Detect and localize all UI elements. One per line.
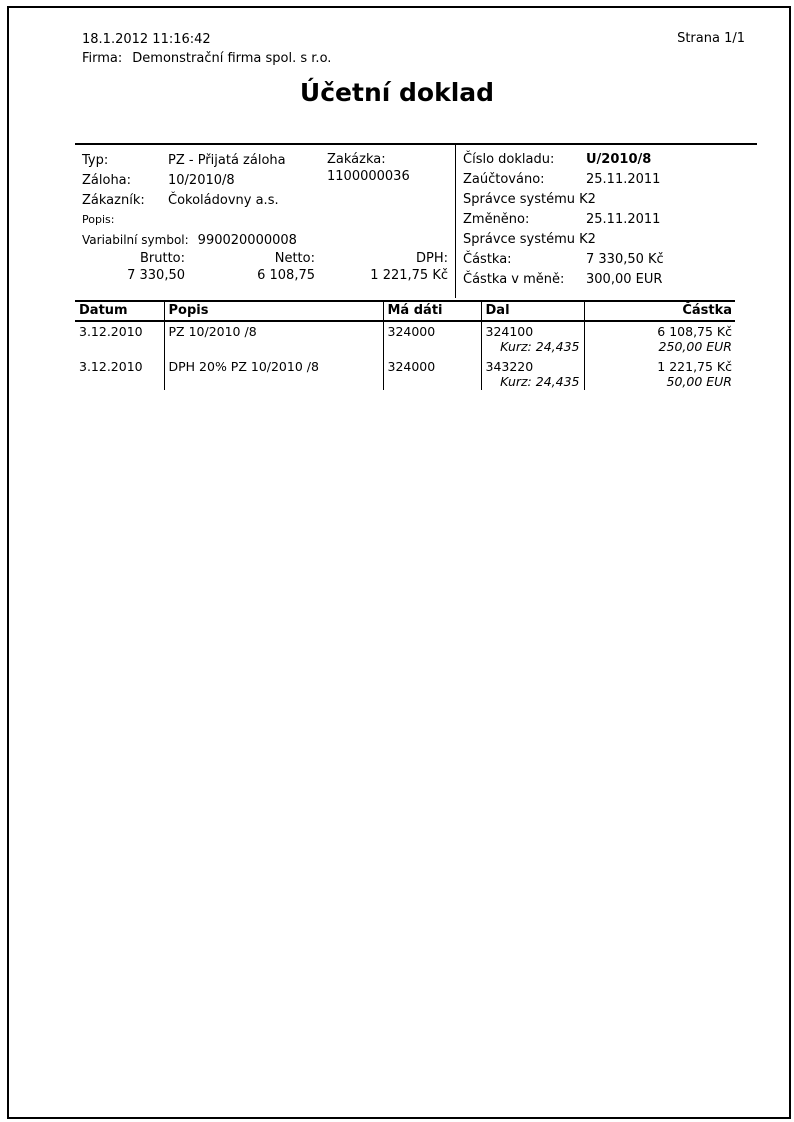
- cell-popis: PZ 10/2010 /8: [164, 321, 383, 340]
- cell-ma-dati: 324000: [383, 360, 481, 375]
- cislo-dokladu-label: Číslo dokladu:: [463, 152, 555, 167]
- brutto-label: Brutto:: [139, 251, 185, 266]
- typ-label: Typ:: [82, 153, 109, 168]
- zakazka-block: [327, 151, 410, 185]
- cell-empty: [164, 340, 383, 360]
- page-number: Strana 1/1: [677, 31, 745, 46]
- zauctovano-value: 25.11.2011: [586, 172, 661, 187]
- zmeneno-user: Správce systému K2: [463, 232, 596, 247]
- header-popis: Popis: [164, 301, 383, 321]
- cell-empty: [164, 375, 383, 390]
- castka-mena-row: [463, 270, 757, 289]
- cell-empty: [75, 375, 164, 390]
- netto-cell: [185, 250, 315, 284]
- zakaznik-value: Čokoládovny a.s.: [168, 193, 279, 208]
- brutto-value: 7 330,50: [127, 268, 185, 283]
- cell-kurz: Kurz: 24,435: [481, 340, 584, 360]
- variabilni-symbol-value: 990020000008: [197, 233, 297, 248]
- table-row: [75, 321, 735, 340]
- cell-datum: 3.12.2010: [79, 324, 143, 339]
- variabilni-symbol-row: [82, 231, 455, 250]
- table-row-kurz: [75, 340, 735, 360]
- typ-value: PZ - Přijatá záloha: [168, 153, 286, 168]
- netto-value: 6 108,75: [257, 268, 315, 283]
- cell-empty: [383, 375, 481, 390]
- zauctovano-user: Správce systému K2: [463, 192, 596, 207]
- cell-castka-mena: 50,00 EUR: [584, 375, 735, 390]
- zauctovano-row: [463, 170, 757, 189]
- cell-popis: DPH 20% PZ 10/2010 /8: [164, 360, 383, 375]
- report-meta: [82, 30, 331, 68]
- zaloha-label: Záloha:: [82, 173, 132, 188]
- document-info-section: [75, 143, 757, 298]
- header-castka: Částka: [584, 301, 735, 321]
- dph-value: 1 221,75 Kč: [370, 268, 448, 283]
- cislo-dokladu-row: [463, 150, 757, 169]
- cell-castka-mena: 250,00 EUR: [584, 340, 735, 360]
- cislo-dokladu-value: U/2010/8: [586, 152, 652, 167]
- info-right-panel: [455, 145, 757, 298]
- firma-label: Firma:: [82, 51, 123, 66]
- firma-line: [82, 49, 331, 68]
- firma-value: Demonstrační firma spol. s r.o.: [132, 51, 332, 66]
- printed-timestamp: 18.1.2012 11:16:42: [82, 32, 211, 47]
- dph-cell: [315, 250, 448, 284]
- header-dal: Dal: [481, 301, 584, 321]
- zmeneno-value: 25.11.2011: [586, 212, 661, 227]
- cell-empty: [383, 340, 481, 360]
- castka-mena-value: 300,00 EUR: [586, 272, 663, 287]
- dph-label: DPH:: [415, 251, 448, 266]
- castka-label: Částka:: [463, 252, 512, 267]
- cell-datum: 3.12.2010: [79, 359, 143, 374]
- variabilni-symbol-label: Variabilní symbol:: [82, 233, 189, 247]
- cell-castka: 1 221,75 Kč: [584, 360, 735, 375]
- cell-dal: 343220: [481, 360, 584, 375]
- zakaznik-row: [82, 191, 455, 210]
- entries-header-row: [75, 301, 735, 321]
- cell-dal: 324100: [481, 321, 584, 340]
- zakazka-label: Zakázka:: [327, 152, 386, 167]
- popis-row: [82, 211, 455, 229]
- castka-mena-label: Částka v měně:: [463, 272, 565, 287]
- cell-castka: 6 108,75 Kč: [584, 321, 735, 340]
- zmeneno-label: Změněno:: [463, 212, 530, 227]
- castka-value: 7 330,50 Kč: [586, 252, 664, 267]
- popis-value: [168, 211, 455, 229]
- header-datum: Datum: [75, 301, 164, 321]
- cell-ma-dati: 324000: [383, 321, 481, 340]
- castka-row: [463, 250, 757, 269]
- header-ma-dati: Má dáti: [383, 301, 481, 321]
- cell-kurz: Kurz: 24,435: [481, 375, 584, 390]
- document-title: Účetní doklad: [299, 78, 495, 107]
- popis-label: Popis:: [82, 213, 115, 226]
- table-row-kurz: [75, 375, 735, 390]
- table-row: [75, 360, 735, 375]
- zakazka-value: 1100000036: [327, 169, 410, 184]
- zauctovano-label: Zaúčtováno:: [463, 172, 545, 187]
- entries-table: [75, 300, 735, 390]
- totals-row: [75, 250, 448, 284]
- zakaznik-label: Zákazník:: [82, 193, 145, 208]
- zmeneno-row: [463, 210, 757, 229]
- info-left-panel: [75, 145, 455, 298]
- netto-label: Netto:: [274, 251, 315, 266]
- zaloha-value: 10/2010/8: [168, 173, 235, 188]
- brutto-cell: [75, 250, 185, 284]
- cell-empty: [75, 340, 164, 360]
